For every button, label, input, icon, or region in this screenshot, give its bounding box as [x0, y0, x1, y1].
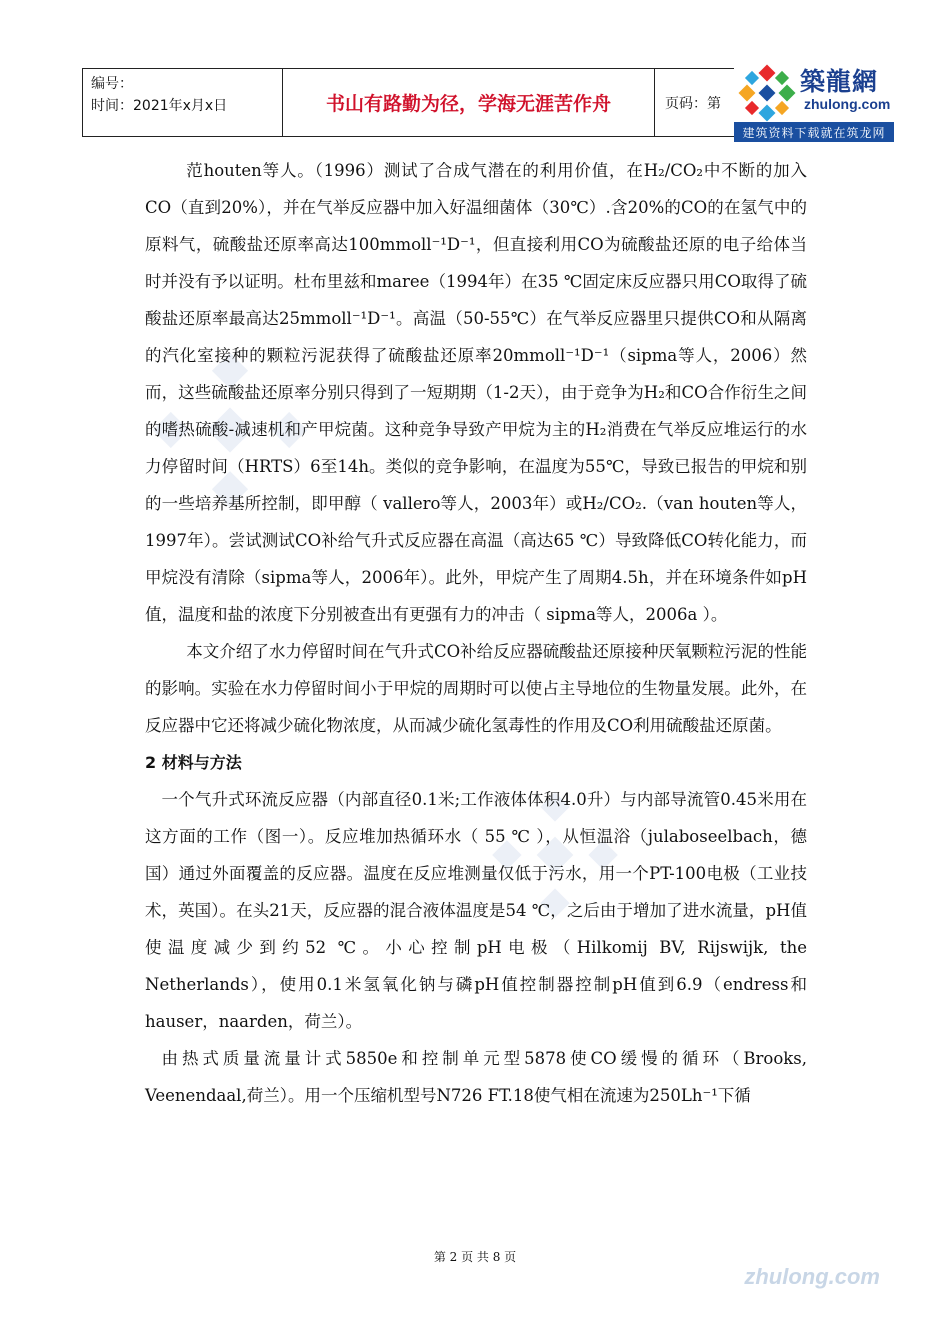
header-motto: 书山有路勤为径，学海无涯苦作舟	[283, 69, 655, 136]
header-number-label: 编号：	[91, 76, 133, 92]
section-title: 2 材料与方法	[145, 753, 242, 772]
header-time-label: 时间：2021年x月x日	[91, 98, 228, 114]
body-paragraph-4: 由热式质量流量计式5850e和控制单元型5878使CO缓慢的循环（Brooks, Veenendaal,荷兰）。用一个压缩机型号N726 FT.18使气相在流速为250Lh⁻¹下循	[145, 1049, 807, 1105]
watermark-text: zhulong.com	[744, 1264, 880, 1289]
logo-tagline: 建筑资料下载就在筑龙网	[734, 122, 894, 142]
zhulong-logo	[734, 62, 894, 144]
body-paragraph-2: 本文介绍了水力停留时间在气升式CO补给反应器硫酸盐还原接种厌氧颗粒污泥的性能的影响。实验在水力停留时间小于甲烷的周期时可以使占主导地位的生物量发展。此外，在反应器中它还将减少硫化物浓度，从而减少硫化氢毒性的作用及CO利用硫酸盐还原菌。	[145, 642, 807, 735]
body-paragraph-3: 一个气升式环流反应器（内部直径0.1米;工作液体体积4.0升）与内部导流管0.45米用在这方面的工作（图一）。反应堆加热循环水（ 55 ℃ ），从恒温浴（julaboseelbach，德国）通过外面覆盖的反应器。温度在反应堆测量仅低于污水，用一个PT-100电极（工业技术，英国）。在头21天，反应器的混合液体温度是54 ℃，之后由于增加了进水流量，pH值使温度减少到约52 ℃。小心控制pH电极（Hilkomij BV, Rijswijk, the Netherlands），使用0.1米氢氧化钠与磷pH值控制器控制pH值到6.9（endress和hauser，naarden，荷兰）。	[145, 790, 807, 1031]
snowflake-logo-icon	[736, 64, 798, 122]
logo-name-cn: 築龍網	[800, 67, 879, 96]
logo-name-en: zhulong.com	[804, 96, 891, 112]
page-footer: 第 2 页 共 8 页	[433, 1250, 517, 1264]
body-paragraph-1: 范houten等人。（1996）测试了合成气潜在的利用价值，在H₂/CO₂中不断的加入CO（直到20%），并在气举反应器中加入好温细菌体（30℃）.含20%的CO的在氢气中的原料气，硫酸盐还原率高达100mmoll⁻¹D⁻¹，但直接利用CO为硫酸盐还原的电子给体当时并没有予以证明。杜布里兹和maree（1994年）在35 ℃固定床反应器只用CO取得了硫酸盐还原率最高达25mmoll⁻¹D⁻¹。高温（50-55℃）在气举反应器里只提供CO和从隔离的汽化室接种的颗粒污泥获得了硫酸盐还原率20mmoll⁻¹D⁻¹（sipma等人，2006）然而，这些硫酸盐还原率分别只得到了一短期期（1-2天），由于竞争为H₂和CO合作衍生之间的嗜热硫酸-减速机和产甲烷菌。这种竞争导致产甲烷为主的H₂消费在气举反应堆运行的水力停留时间（HRTS）6至14h。类似的竞争影响，在温度为55℃，导致已报告的甲烷和别的一些培养基所控制，即甲醇（ vallero等人，2003年）或H₂/CO₂.（van houten等人，1997年）。尝试测试CO补给气升式反应器在高温（高达65 ℃）导致降低CO转化能力，而甲烷没有清除（sipma等人，2006年）。此外，甲烷产生了周期4.5h，并在环境条件如pH值，温度和盐的浓度下分别被查出有更强有力的冲击（ sipma等人，2006a ）。	[145, 161, 807, 624]
header-meta-cell	[83, 69, 283, 136]
document-body	[145, 152, 807, 1114]
header-page-label: 页码：第	[665, 95, 721, 112]
